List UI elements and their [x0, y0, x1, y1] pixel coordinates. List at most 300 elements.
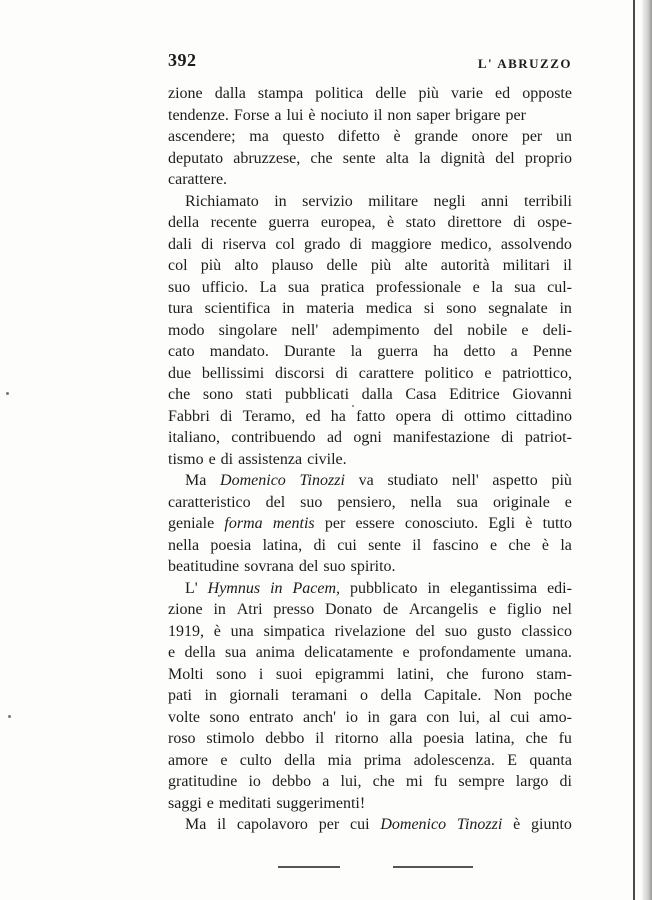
- word: una: [230, 622, 254, 640]
- word: epigrammi: [315, 665, 385, 683]
- word: Tinozzi: [299, 472, 345, 489]
- word: dalla: [361, 386, 393, 403]
- word: il: [217, 816, 227, 833]
- word: largo: [515, 773, 549, 790]
- word: Egli: [488, 515, 516, 532]
- word: mandato.: [209, 343, 269, 360]
- word: in: [282, 300, 295, 317]
- word: sua: [225, 644, 247, 661]
- text-line: [168, 277, 572, 299]
- word: prima: [363, 751, 402, 769]
- word: E: [507, 751, 517, 769]
- word: stato: [405, 214, 436, 231]
- word: e: [208, 450, 216, 468]
- word: e: [220, 751, 228, 769]
- word: teramani: [291, 687, 348, 704]
- word: latina,: [262, 536, 303, 554]
- text-line: [168, 341, 572, 363]
- word: lui,: [340, 773, 362, 790]
- word: che: [508, 536, 531, 554]
- word: manifestazione: [393, 429, 490, 446]
- word: che: [168, 386, 191, 403]
- word: in: [427, 579, 440, 597]
- text-line: [168, 148, 572, 170]
- text-line: [168, 384, 572, 406]
- scan-artifact-line: [278, 866, 340, 868]
- word: nella: [410, 493, 442, 511]
- word: io: [248, 773, 261, 790]
- word: carattere: [358, 364, 414, 382]
- word: anni: [480, 192, 509, 210]
- text-line: [168, 750, 572, 772]
- word: ed: [495, 85, 511, 102]
- word: scientifica: [204, 300, 271, 317]
- word: in: [204, 687, 217, 704]
- word: il: [563, 257, 572, 274]
- word: cato: [168, 343, 195, 360]
- word: di: [441, 407, 454, 425]
- word: i: [258, 665, 264, 683]
- word: meditati: [218, 794, 272, 812]
- word: ad: [326, 429, 343, 446]
- word: ed: [305, 407, 321, 425]
- text-line: [168, 169, 572, 191]
- word: di: [201, 235, 214, 253]
- word: militari: [502, 257, 550, 274]
- word: è: [387, 214, 395, 231]
- word: detto: [463, 343, 496, 360]
- word: Arcangelis: [408, 601, 479, 618]
- word: Domenico: [380, 816, 447, 833]
- word: stampa: [257, 85, 304, 102]
- word: volte: [168, 708, 200, 726]
- word: difetto: [338, 128, 380, 145]
- text-line: [168, 556, 572, 578]
- word: studiato: [387, 472, 439, 489]
- word: Non: [493, 687, 522, 704]
- word: più: [200, 257, 222, 274]
- word: più: [370, 257, 392, 274]
- word: grado: [303, 235, 341, 253]
- word: aspetto: [492, 472, 538, 489]
- word: sente: [368, 536, 401, 554]
- word: sua: [456, 493, 478, 511]
- word: ha: [330, 407, 346, 425]
- word: Tinozzi: [456, 816, 503, 833]
- word: sono: [209, 708, 240, 726]
- word: terribili: [524, 192, 572, 210]
- word: la: [491, 278, 503, 296]
- word: e: [206, 794, 214, 812]
- word: umana.: [525, 644, 572, 661]
- word: e: [564, 493, 572, 511]
- text-line: [168, 685, 572, 707]
- word: mia: [327, 751, 352, 769]
- word: culto: [239, 751, 272, 769]
- word: elegantissima: [449, 579, 538, 597]
- word: e: [484, 364, 492, 382]
- word: entrato: [249, 708, 294, 726]
- word: è: [541, 536, 550, 554]
- word: pensiero,: [337, 493, 396, 511]
- word: de: [382, 601, 399, 618]
- word: zione: [168, 601, 203, 618]
- word: Atri: [236, 601, 263, 618]
- text-line: [168, 793, 572, 815]
- word: più: [418, 85, 439, 102]
- word: Ma: [185, 816, 207, 833]
- word: fatto: [356, 407, 386, 425]
- word: civile.: [307, 450, 347, 468]
- word: Fabbri: [168, 407, 210, 425]
- word: ma: [249, 128, 269, 145]
- word: Editrice: [449, 386, 500, 403]
- text-line: [168, 83, 572, 105]
- page-header: [168, 50, 572, 76]
- text-line: [168, 771, 572, 793]
- word: latini,: [396, 665, 434, 683]
- word: la: [560, 536, 572, 554]
- text-line: [168, 642, 572, 664]
- word: nel: [552, 601, 572, 618]
- word: autorità: [440, 257, 490, 274]
- word: si: [423, 300, 435, 317]
- word: servizio: [302, 192, 353, 210]
- word: un: [556, 128, 572, 145]
- word: quanta: [529, 751, 572, 769]
- word: grande: [414, 128, 458, 145]
- word: proprio: [524, 149, 572, 167]
- word: della: [168, 214, 200, 231]
- word: cui: [510, 708, 530, 726]
- word: zione: [168, 85, 203, 102]
- page-edge-line: [633, 0, 635, 900]
- word: politica: [315, 85, 364, 102]
- word: Durante: [283, 343, 336, 360]
- word: Hymnus: [207, 579, 261, 597]
- word: opera: [395, 407, 432, 425]
- word: lui,: [458, 708, 480, 726]
- text-line: [168, 212, 572, 234]
- word: giunto: [531, 816, 572, 833]
- word: Molti: [168, 665, 204, 683]
- word: assolvendo: [500, 235, 572, 253]
- word: di: [219, 407, 233, 425]
- word: suggerimenti!: [276, 794, 366, 812]
- word: spirito.: [350, 558, 396, 575]
- word: della: [380, 687, 412, 704]
- word: discorsi: [274, 364, 325, 382]
- word: in: [270, 579, 283, 597]
- word: conosciuto.: [404, 515, 479, 532]
- word: capolavoro: [236, 816, 308, 833]
- text-line: [168, 363, 572, 385]
- body-text: [168, 83, 572, 836]
- page-edge-shadow: [642, 0, 652, 900]
- word: 1919,: [168, 622, 204, 640]
- word: alla: [389, 730, 413, 747]
- text-line: [168, 664, 572, 686]
- word: delicatamente: [304, 644, 394, 661]
- word: per: [318, 816, 340, 833]
- word: gratitudine: [168, 773, 238, 790]
- word: dali: [168, 235, 192, 253]
- word: di: [501, 429, 514, 446]
- word: più: [551, 472, 572, 489]
- word: fascino: [432, 536, 479, 554]
- word: Casa: [405, 386, 437, 403]
- word: lui: [286, 106, 304, 124]
- word: la: [418, 149, 431, 167]
- word: sono: [216, 665, 247, 683]
- word: cui: [349, 816, 370, 833]
- word: di: [349, 235, 362, 253]
- word: stam-: [536, 665, 572, 683]
- word: forma: [224, 515, 263, 532]
- word: poesia: [423, 730, 465, 747]
- word: giornali: [229, 687, 280, 704]
- word: recente: [210, 214, 257, 231]
- text-line: [168, 470, 572, 492]
- text-line: [168, 105, 572, 127]
- text-line: [168, 728, 572, 750]
- word: sono: [202, 386, 234, 403]
- word: di: [313, 536, 326, 554]
- word: gusto: [476, 622, 512, 640]
- word: Penne: [532, 343, 572, 360]
- text-line: [168, 599, 572, 621]
- word: anch': [302, 708, 337, 726]
- word: Pacem,: [292, 579, 341, 597]
- word: edi-: [547, 579, 572, 597]
- word: materia: [306, 300, 355, 317]
- word: e: [489, 536, 498, 554]
- word: e: [472, 278, 480, 296]
- word: in: [559, 300, 572, 317]
- word: amo-: [539, 708, 572, 726]
- word: del: [495, 149, 515, 167]
- word: patriot-: [524, 429, 572, 446]
- word: Teramo,: [242, 407, 296, 425]
- word: è: [513, 816, 521, 833]
- word: della: [184, 644, 216, 661]
- word: del: [433, 321, 454, 339]
- scan-speck: [8, 715, 11, 718]
- word: che: [446, 665, 469, 683]
- word: plauso: [271, 257, 314, 274]
- word: professionale: [375, 278, 462, 296]
- text-line: [168, 234, 572, 256]
- text-line: [168, 492, 572, 514]
- word: due: [168, 364, 192, 382]
- word: alte: [404, 257, 428, 274]
- word: suoi: [275, 665, 303, 683]
- word: nell': [291, 321, 319, 339]
- word: militare: [368, 192, 419, 210]
- word: ufficio.: [201, 278, 249, 296]
- word: mentis: [272, 515, 315, 532]
- word: sempre: [458, 773, 505, 790]
- word: maggiore: [371, 235, 432, 253]
- word: mi: [405, 773, 423, 790]
- word: sovrana: [244, 558, 294, 575]
- word: a: [322, 773, 330, 790]
- scan-speck: [352, 405, 354, 407]
- word: che: [372, 773, 395, 790]
- word: roso: [168, 730, 196, 747]
- word: che: [310, 149, 333, 167]
- word: amore: [168, 751, 208, 769]
- text-line: [168, 578, 572, 600]
- word: profondamente: [419, 644, 516, 661]
- word: Domenico: [220, 472, 286, 489]
- word: brigare: [455, 106, 501, 124]
- word: di: [220, 450, 234, 468]
- word: in: [274, 192, 287, 210]
- word: politico: [424, 364, 474, 382]
- word: poesia: [210, 536, 252, 554]
- word: varie: [450, 85, 483, 102]
- word: fu: [558, 730, 572, 747]
- text-line: [168, 406, 572, 428]
- word: Giovanni: [512, 386, 572, 403]
- word: sua: [287, 278, 310, 296]
- word: ha: [433, 343, 449, 360]
- word: alta: [385, 149, 409, 167]
- word: italiano,: [168, 429, 220, 446]
- word: sono: [446, 300, 477, 317]
- word: adempimento: [332, 321, 420, 339]
- word: per: [521, 128, 543, 145]
- text-line: [168, 449, 572, 471]
- word: gara: [389, 708, 417, 726]
- running-head: L' ABRUZZO: [477, 56, 572, 71]
- word: suo: [323, 558, 346, 575]
- word: ogni: [353, 429, 382, 446]
- word: nella: [168, 536, 200, 554]
- word: nobile: [467, 321, 508, 339]
- scan-artifact-line: [393, 866, 473, 868]
- word: di: [335, 364, 348, 382]
- word: sua: [514, 278, 536, 296]
- word: stati: [245, 386, 273, 403]
- word: di: [513, 214, 526, 231]
- word: guerra: [377, 343, 419, 360]
- word: è: [308, 106, 316, 124]
- word: onore: [471, 128, 509, 145]
- text-line: [168, 707, 572, 729]
- word: dignità: [440, 149, 486, 167]
- word: del: [415, 622, 436, 640]
- word: in: [213, 601, 226, 618]
- word: stimolo: [206, 730, 255, 747]
- word: essere: [355, 515, 395, 532]
- word: pubblicati: [285, 386, 350, 403]
- word: della: [284, 751, 316, 769]
- word: pati: [168, 687, 192, 704]
- word: direttore: [447, 214, 502, 231]
- word: opposte: [522, 85, 572, 102]
- word: cittadino: [516, 407, 572, 425]
- word: contribuendo: [231, 429, 316, 446]
- word: suo: [168, 278, 191, 296]
- text-line: [168, 621, 572, 643]
- word: suo: [300, 493, 323, 511]
- word: deputato: [168, 149, 224, 167]
- text-line: [168, 126, 572, 148]
- word: tismo: [168, 450, 204, 468]
- text-line: [168, 255, 572, 277]
- word: simpatica: [263, 622, 325, 640]
- word: modo: [168, 321, 205, 339]
- word: anima: [255, 644, 295, 661]
- word: alto: [234, 257, 259, 274]
- text-line: [168, 298, 572, 320]
- text-line: [168, 320, 572, 342]
- word: Donato: [325, 601, 373, 618]
- text-line: [168, 191, 572, 213]
- word: nell': [451, 472, 479, 489]
- word: ospe-: [537, 214, 572, 231]
- word: tendenze.: [168, 106, 229, 124]
- word: pubblicato: [350, 579, 418, 597]
- word: e: [168, 644, 176, 661]
- word: bellissimi: [201, 364, 265, 382]
- word: cui: [337, 536, 357, 554]
- word: La: [259, 278, 277, 296]
- word: furono: [481, 665, 524, 683]
- word: cul-: [547, 278, 572, 296]
- word: debbo: [272, 773, 312, 790]
- word: col: [275, 235, 295, 253]
- word: saggi: [168, 794, 202, 812]
- word: pratica: [320, 278, 365, 296]
- word: per: [324, 515, 346, 532]
- word: saper: [416, 106, 451, 124]
- word: adolescenza.: [413, 751, 495, 769]
- page-number: 392: [168, 50, 197, 70]
- word: assistenza: [238, 450, 303, 468]
- word: e: [402, 644, 410, 661]
- word: classico: [521, 622, 572, 640]
- word: dalla: [214, 85, 246, 102]
- word: del: [298, 558, 319, 575]
- word: beatitudine: [168, 558, 240, 575]
- word: suo: [444, 622, 468, 640]
- word: è: [525, 515, 533, 532]
- word: sente: [342, 149, 376, 167]
- word: segnalate: [488, 300, 548, 317]
- word: ascendere;: [168, 128, 236, 145]
- word: e: [521, 321, 529, 339]
- word: è: [393, 128, 401, 145]
- word: del: [265, 493, 286, 511]
- text-line: [168, 427, 572, 449]
- word: io: [345, 708, 358, 726]
- text-line: [168, 513, 572, 535]
- word: o: [360, 687, 368, 704]
- word: patriottico,: [502, 364, 572, 382]
- scan-speck: [6, 392, 9, 395]
- word: questo: [282, 128, 325, 145]
- word: il: [315, 730, 325, 747]
- word: negli: [433, 192, 466, 210]
- text-line: [168, 814, 572, 836]
- word: ottimo: [464, 407, 506, 425]
- word: al: [489, 708, 501, 726]
- word: con: [426, 708, 450, 726]
- word: Capitale.: [424, 687, 482, 704]
